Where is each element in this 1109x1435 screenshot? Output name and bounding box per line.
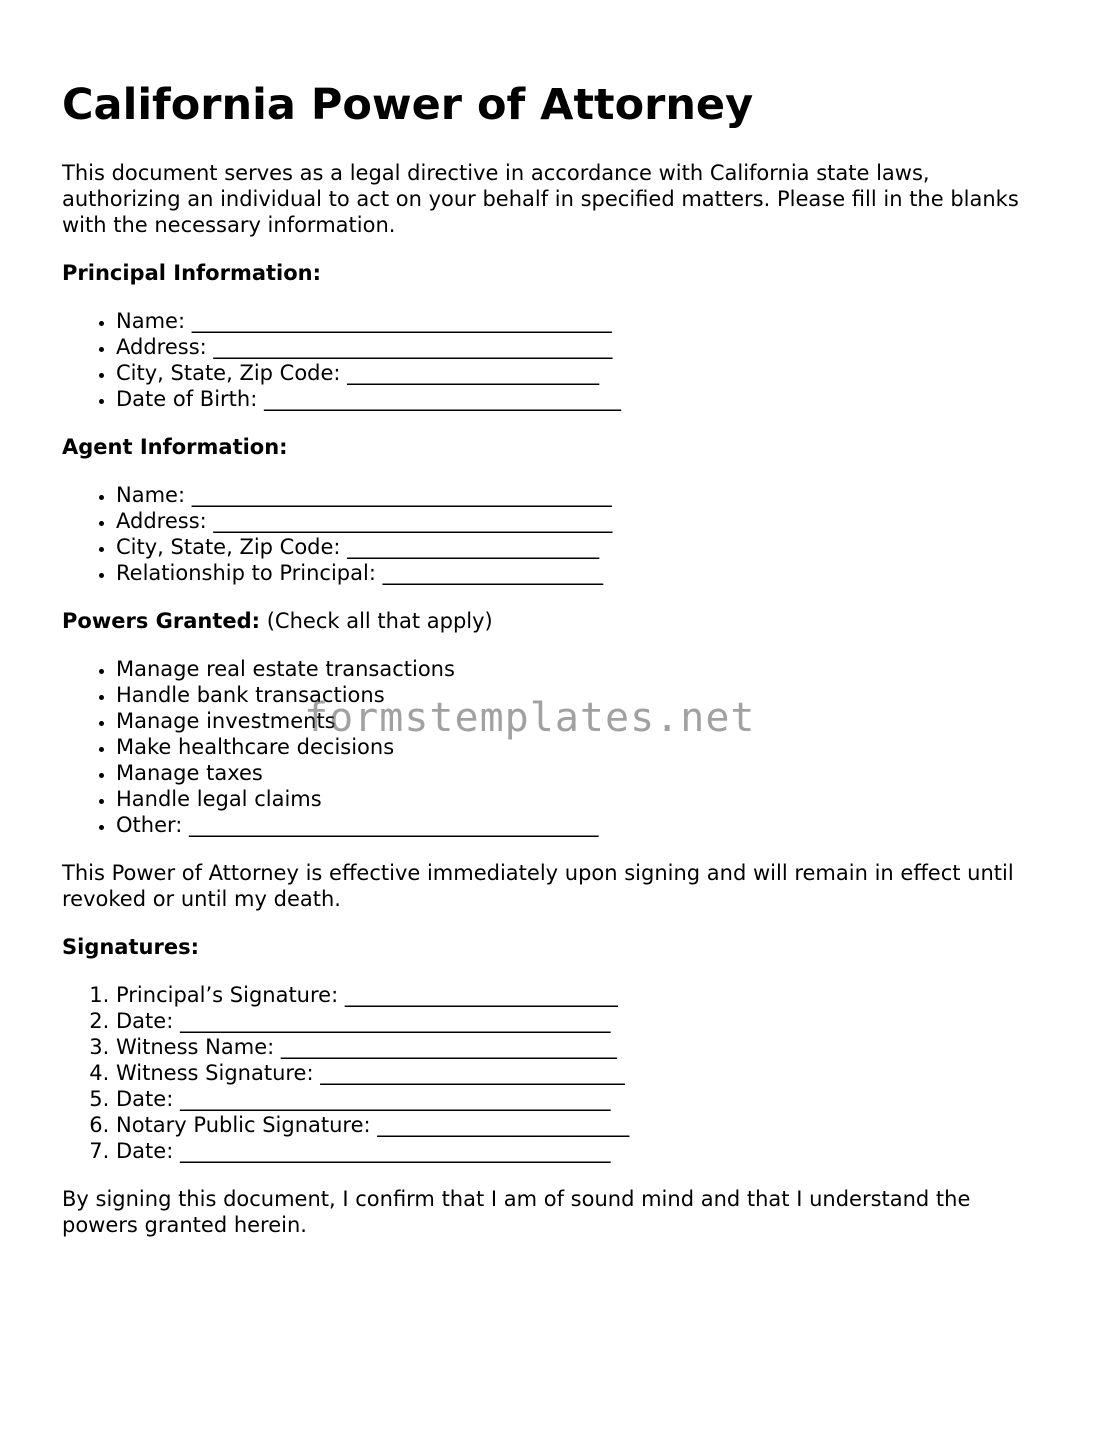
agent-name-field: • Name: ________________________________________ xyxy=(116,482,1052,508)
principal-list xyxy=(62,308,1052,412)
powers-heading-label: Powers Granted: xyxy=(62,609,261,633)
agent-address-field: • Address: ______________________________________ xyxy=(116,508,1052,534)
signatures-list xyxy=(62,982,1052,1164)
signatures-heading: Signatures: xyxy=(62,935,199,959)
powers-list xyxy=(62,656,1052,838)
agent-heading: Agent Information: xyxy=(62,435,288,459)
date-field: 2. Date: _________________________________________ xyxy=(116,1008,1052,1034)
agent-relationship-field: • Relationship to Principal: _____________________ xyxy=(116,560,1052,586)
power-item: • Manage investments xyxy=(116,708,1052,734)
notary-signature-field: 6. Notary Public Signature: ________________________ xyxy=(116,1112,1052,1138)
date-field: 5. Date: _________________________________________ xyxy=(116,1086,1052,1112)
powers-heading-note: (Check all that apply) xyxy=(260,609,493,633)
page-title: California Power of Attorney xyxy=(62,80,754,130)
principal-heading: Principal Information: xyxy=(62,261,322,285)
power-item: • Make healthcare decisions xyxy=(116,734,1052,760)
power-item: • Manage taxes xyxy=(116,760,1052,786)
agent-city-field: • City, State, Zip Code: ________________________ xyxy=(116,534,1052,560)
watermark-text: formstemplates.net xyxy=(304,695,756,741)
power-item-other: • Other: _______________________________________ xyxy=(116,812,1052,838)
document-page xyxy=(62,78,1052,1260)
principal-address-field: • Address: ______________________________________ xyxy=(116,334,1052,360)
power-item: • Handle bank transactions xyxy=(116,682,1052,708)
closing-paragraph: By signing this document, I confirm that I am of sound mind and that I understand the powers granted herein. xyxy=(62,1187,971,1237)
principal-signature-field: 1. Principal’s Signature: __________________________ xyxy=(116,982,1052,1008)
power-item: • Handle legal claims xyxy=(116,786,1052,812)
witness-name-field: 3. Witness Name: ________________________________ xyxy=(116,1034,1052,1060)
intro-paragraph: This document serves as a legal directive in accordance with California state laws, authorizing an individual to act on your behalf in specified matters. Please fill in the blanks with the necessary information. xyxy=(62,161,1019,237)
effective-paragraph: This Power of Attorney is effective immediately upon signing and will remain in effect until revoked or until my death. xyxy=(62,861,1014,911)
power-item: • Manage real estate transactions xyxy=(116,656,1052,682)
principal-name-field: • Name: ________________________________________ xyxy=(116,308,1052,334)
powers-heading xyxy=(62,608,1052,634)
date-field: 7. Date: _________________________________________ xyxy=(116,1138,1052,1164)
principal-city-field: • City, State, Zip Code: ________________________ xyxy=(116,360,1052,386)
witness-signature-field: 4. Witness Signature: _____________________________ xyxy=(116,1060,1052,1086)
agent-list xyxy=(62,482,1052,586)
principal-dob-field: • Date of Birth: __________________________________ xyxy=(116,386,1052,412)
